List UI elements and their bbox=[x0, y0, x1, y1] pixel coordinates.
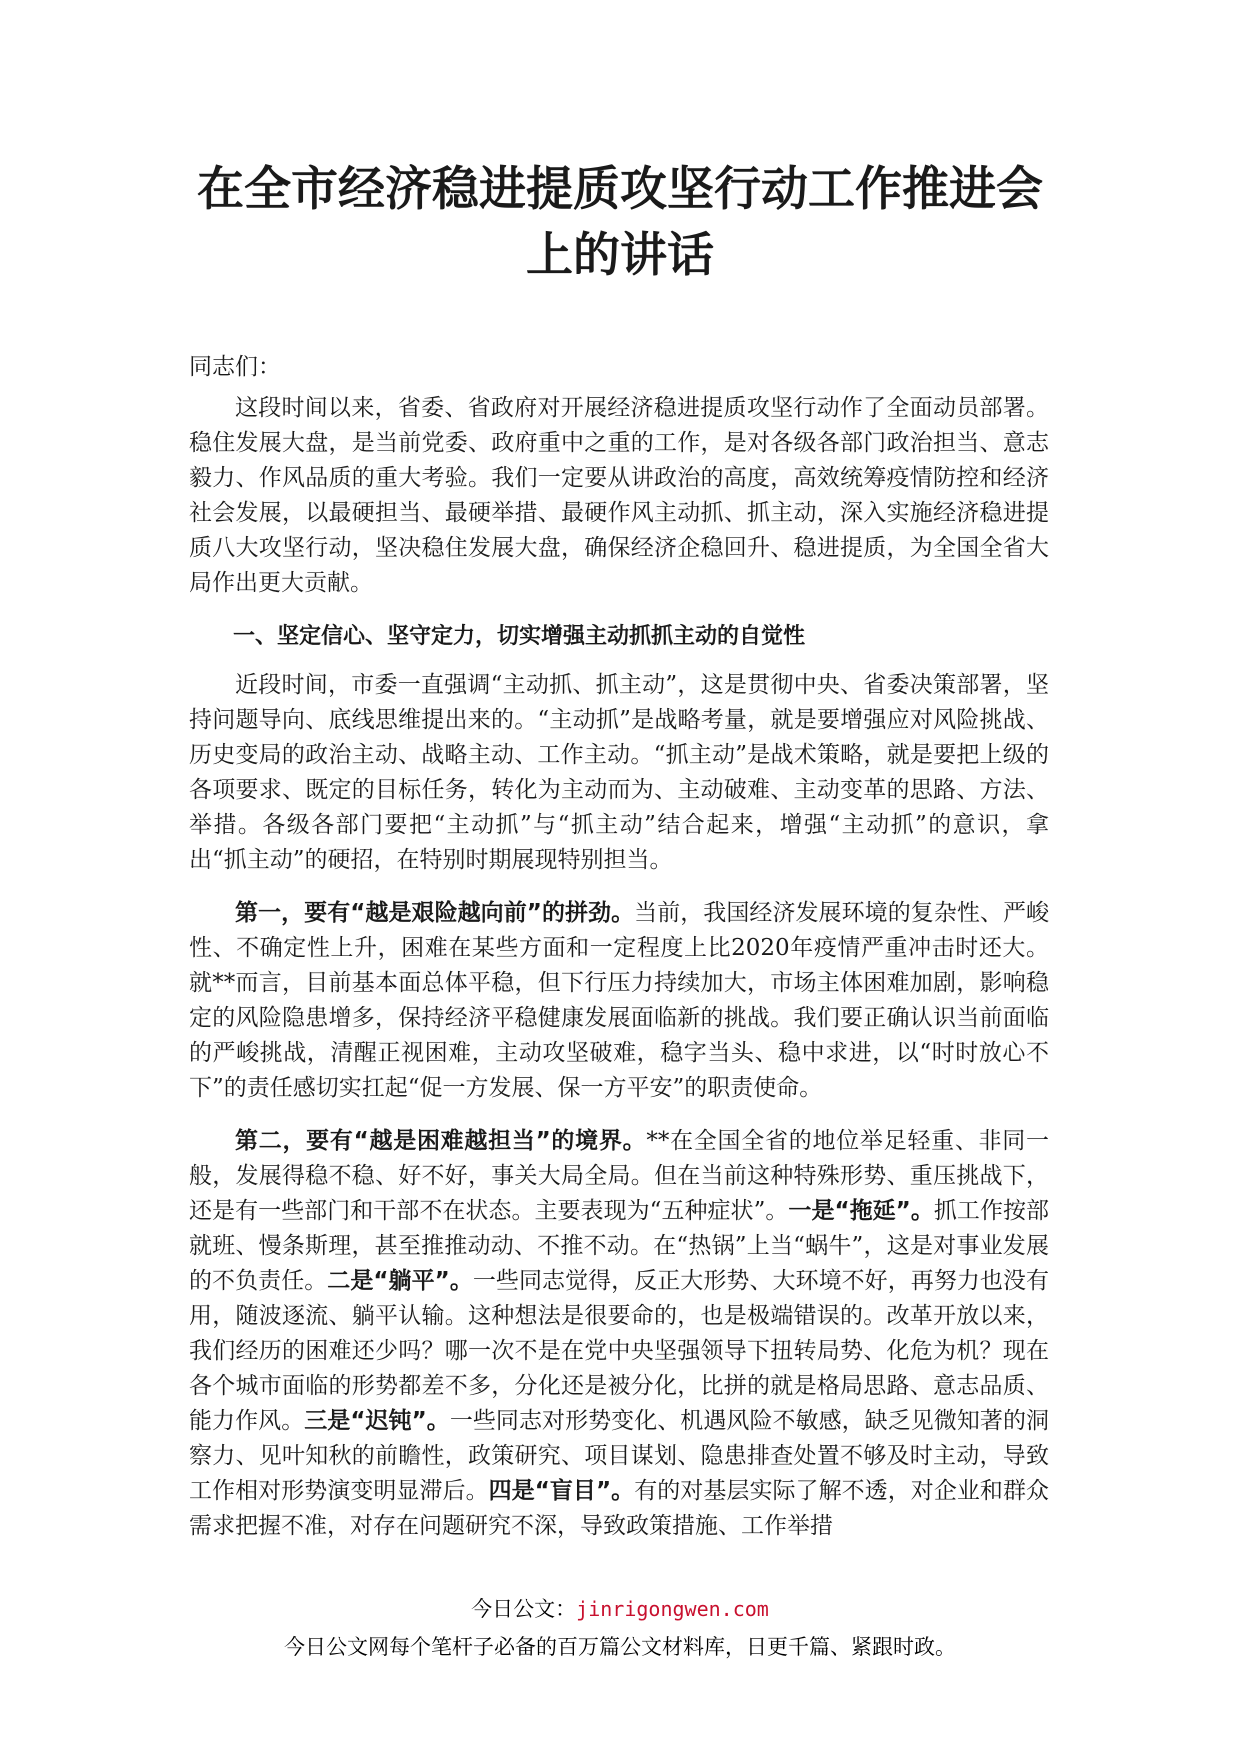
document-body bbox=[189, 350, 1049, 1562]
document-title bbox=[150, 157, 1090, 289]
footer-url-link[interactable]: jinrigongwen.com bbox=[576, 1597, 769, 1621]
section-heading-1: 一、坚定信心、坚守定力，切实增强主动抓抓主动的自觉性 bbox=[233, 624, 806, 649]
title-line-1: 在全市经济稳进提质攻坚行动工作推进会 bbox=[197, 162, 1043, 217]
footer-slogan: 今日公文网每个笔杆子必备的百万篇公文材料库，日更千篇、紧跟时政。 bbox=[284, 1635, 956, 1659]
symptom-1-text: 抓工作按部就班、慢条斯理，甚至推推动动、不推不动。在“热锅”上当“蜗牛”，这是对事业发展的不负责任。 bbox=[189, 1198, 1050, 1294]
symptom-1-lead: 一是“拖延”。 bbox=[788, 1198, 934, 1224]
title-line-2: 上的讲话 bbox=[526, 228, 714, 283]
footer-brand bbox=[0, 1594, 1240, 1624]
point-2-lead: 第二，要有“越是困难越担当”的境界。 bbox=[235, 1128, 647, 1154]
symptom-2-lead: 二是“躺平”。 bbox=[327, 1268, 473, 1294]
symptom-4-text: 有的对基层实际了解不透，对企业和群众需求把握不准，对存在问题研究不深，导致政策措施、工作举措 bbox=[189, 1478, 1050, 1539]
symptom-4-lead: 四是“盲目”。 bbox=[488, 1478, 635, 1504]
point-2-paragraph bbox=[189, 1124, 1049, 1544]
footer-brand-label: 今日公文： bbox=[471, 1597, 577, 1621]
section-1-paragraph: 近段时间，市委一直强调“主动抓、抓主动”，这是贯彻中央、省委决策部署，坚持问题导向、底线思维提出来的。“主动抓”是战略考量，就是要增强应对风险挑战、历史变局的政治主动、战略主动、工作主动。“抓主动”是战术策略，就是要把上级的各项要求、既定的目标任务，转化为主动而为、主动破难、主动变革的思路、方法、举措。各级各部门要把“主动抓”与“抓主动”结合起来，增强“主动抓”的意识，拿出“抓主动”的硬招，在特别时期展现特别担当。 bbox=[189, 672, 1049, 873]
symptom-3-lead: 三是“迟钝”。 bbox=[304, 1408, 450, 1434]
point-1-lead: 第一，要有“越是艰险越向前”的拼劲。 bbox=[235, 900, 635, 926]
symptom-3-text: 一些同志对形势变化、机遇风险不敏感，缺乏见微知著的洞察力、见叶知秋的前瞻性，政策研究、项目谋划、隐患排查处置不够及时主动，导致工作相对形势演变明显滞后。 bbox=[189, 1408, 1050, 1504]
salutation: 同志们： bbox=[189, 354, 281, 380]
intro-paragraph: 这段时间以来，省委、省政府对开展经济稳进提质攻坚行动作了全面动员部署。稳住发展大盘，是当前党委、政府重中之重的工作，是对各级各部门政治担当、意志毅力、作风品质的重大考验。我们一定要从讲政治的高度，高效统筹疫情防控和经济社会发展，以最硬担当、最硬举措、最硬作风主动抓、抓主动，深入实施经济稳进提质八大攻坚行动，坚决稳住发展大盘，确保经济企稳回升、稳进提质，为全国全省大局作出更大贡献。 bbox=[189, 395, 1049, 596]
point-1-text: 当前，我国经济发展环境的复杂性、严峻性、不确定性上升，困难在某些方面和一定程度上比2020年疫情严重冲击时还大。就**而言，目前基本面总体平稳，但下行压力持续加大，市场主体困难加剧，影响稳定的风险隐患增多，保持经济平稳健康发展面临新的挑战。我们要正确认识当前面临的严峻挑战，清醒正视困难，主动攻坚破难，稳字当头、稳中求进，以“时时放心不下”的责任感切实扛起“促一方发展、保一方平安”的职责使命。 bbox=[189, 900, 1049, 1101]
point-1-paragraph bbox=[189, 896, 1049, 1106]
point-2-text: **在全国全省的地位举足轻重、非同一般，发展得稳不稳、好不好，事关大局全局。但在当前这种特殊形势、重压挑战下，还是有一些部门和干部不在状态。主要表现为“五种症状”。 bbox=[189, 1128, 1049, 1224]
symptom-2-text: 一些同志觉得，反正大形势、大环境不好，再努力也没有用，随波逐流、躺平认输。这种想法是很要命的，也是极端错误的。改革开放以来，我们经历的困难还少吗？哪一次不是在党中央坚强领导下扭转局势、化危为机？现在各个城市面临的形势都差不多，分化还是被分化，比拼的就是格局思路、意志品质、能力作风。 bbox=[189, 1268, 1050, 1434]
